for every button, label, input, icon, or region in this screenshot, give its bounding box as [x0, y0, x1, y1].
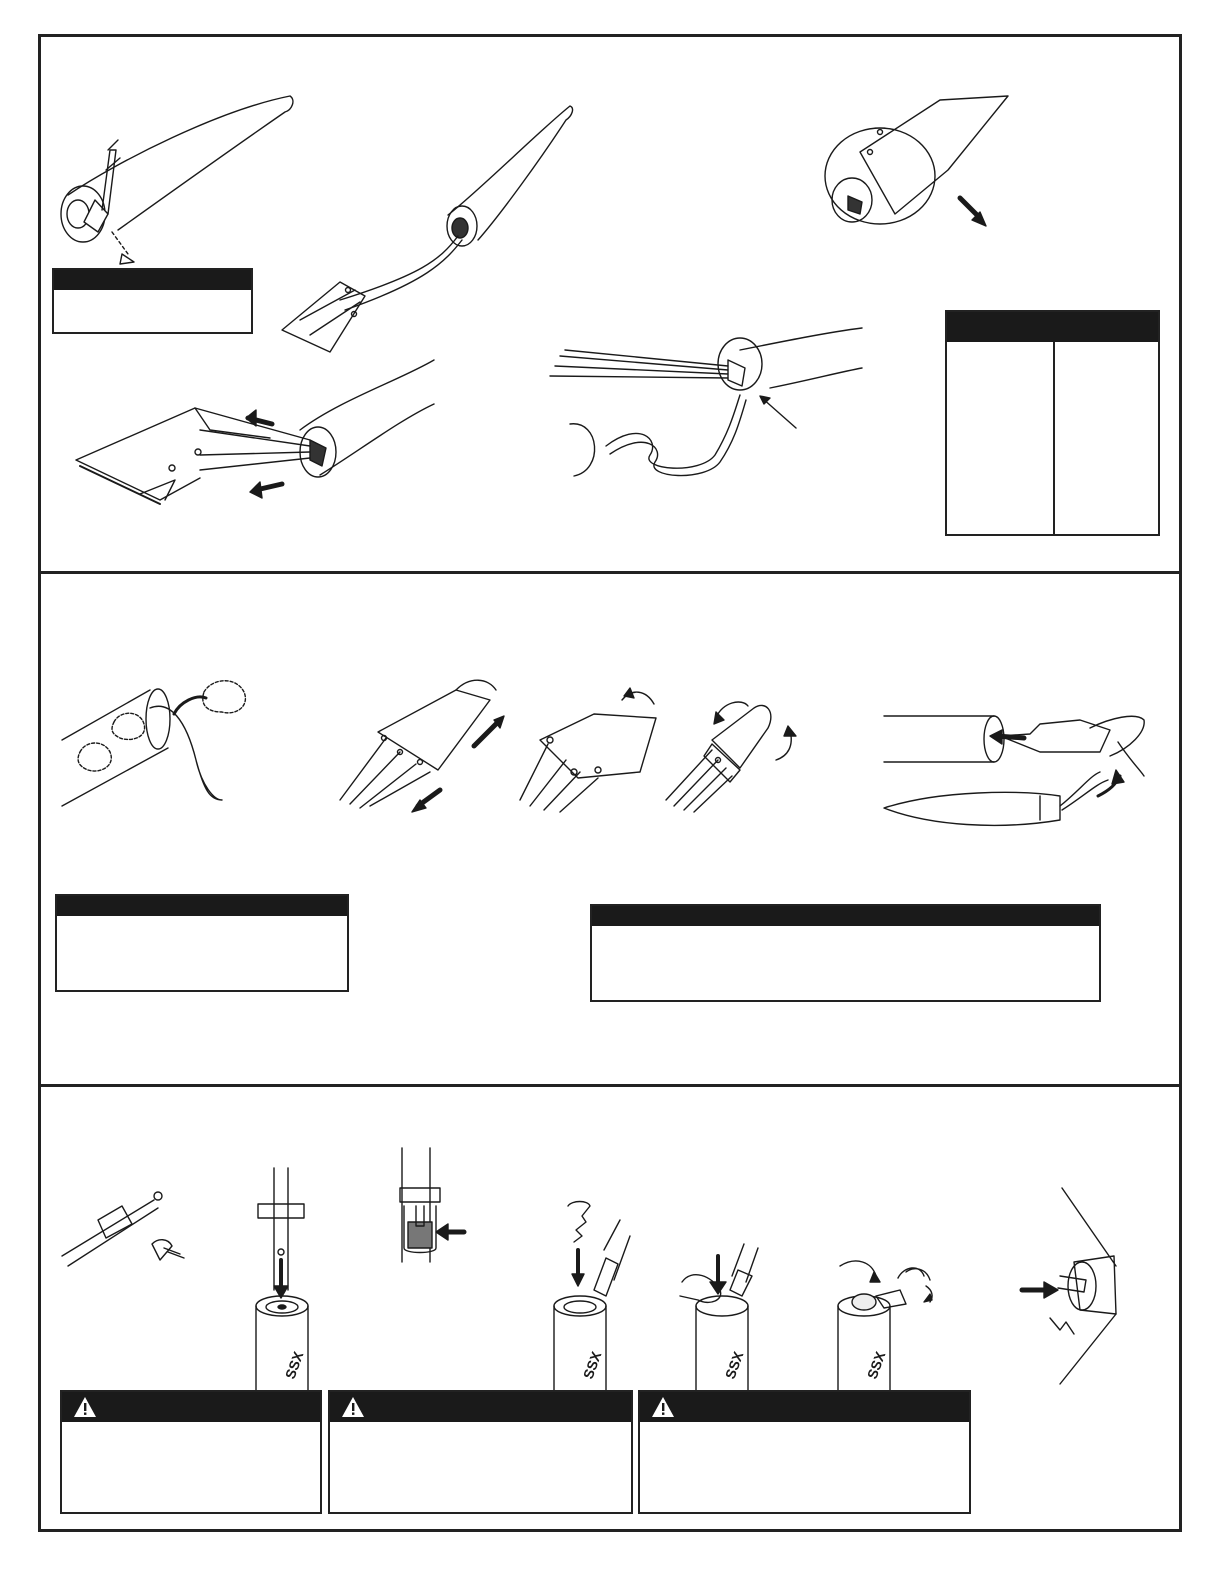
warning-triangle-icon: [72, 1395, 98, 1419]
warning-box-1: [60, 1390, 322, 1514]
wadding-illustration: [62, 681, 245, 806]
warning-box-3-heading: [640, 1392, 969, 1422]
insert-parachute-illustration: [884, 716, 1144, 825]
parachute-fold-step-3: [666, 702, 796, 812]
warning-triangle-icon: [650, 1395, 676, 1419]
svg-text:SSX: SSX: [863, 1349, 889, 1382]
parachute-fold-step-2: [520, 688, 656, 812]
engine-insert-step-4: [680, 1244, 758, 1390]
callout-box-4-heading: [947, 312, 1158, 342]
callout-box-1: [52, 268, 253, 334]
warning-triangle-icon: [340, 1395, 366, 1419]
svg-text:SSX: SSX: [579, 1349, 605, 1382]
engine-insert-step-5: [838, 1261, 932, 1390]
callout-box-2-heading: [57, 896, 347, 916]
parachute-wrap-illustration: [825, 96, 1008, 226]
nose-cone-illustration-2: [282, 106, 573, 352]
warning-box-2: [328, 1390, 633, 1514]
callout-box-1-heading: [54, 270, 251, 290]
engine-insert-step-1: [256, 1168, 308, 1390]
nose-cone-illustration-1: [61, 96, 293, 264]
warning-box-1-heading: [62, 1392, 320, 1422]
launch-lug-illustration: [1022, 1188, 1116, 1384]
engine-insert-step-3: [554, 1202, 630, 1391]
engine-hook-parts-illustration: [62, 1192, 184, 1266]
callout-box-3: [590, 904, 1101, 1002]
engine-insert-step-2: [400, 1148, 464, 1262]
callout-box-3-heading: [592, 906, 1099, 926]
warning-box-3: [638, 1390, 971, 1514]
callout-box-4-divider: [1053, 342, 1055, 534]
svg-text:SSX: SSX: [721, 1349, 747, 1382]
callout-box-4: [945, 310, 1160, 536]
svg-text:SSX: SSX: [281, 1349, 307, 1382]
warning-box-2-heading: [330, 1392, 631, 1422]
parachute-pull-illustration: [76, 360, 434, 504]
shock-cord-illustration: [550, 328, 862, 476]
parachute-fold-step-1: [340, 680, 504, 812]
callout-box-2: [55, 894, 349, 992]
